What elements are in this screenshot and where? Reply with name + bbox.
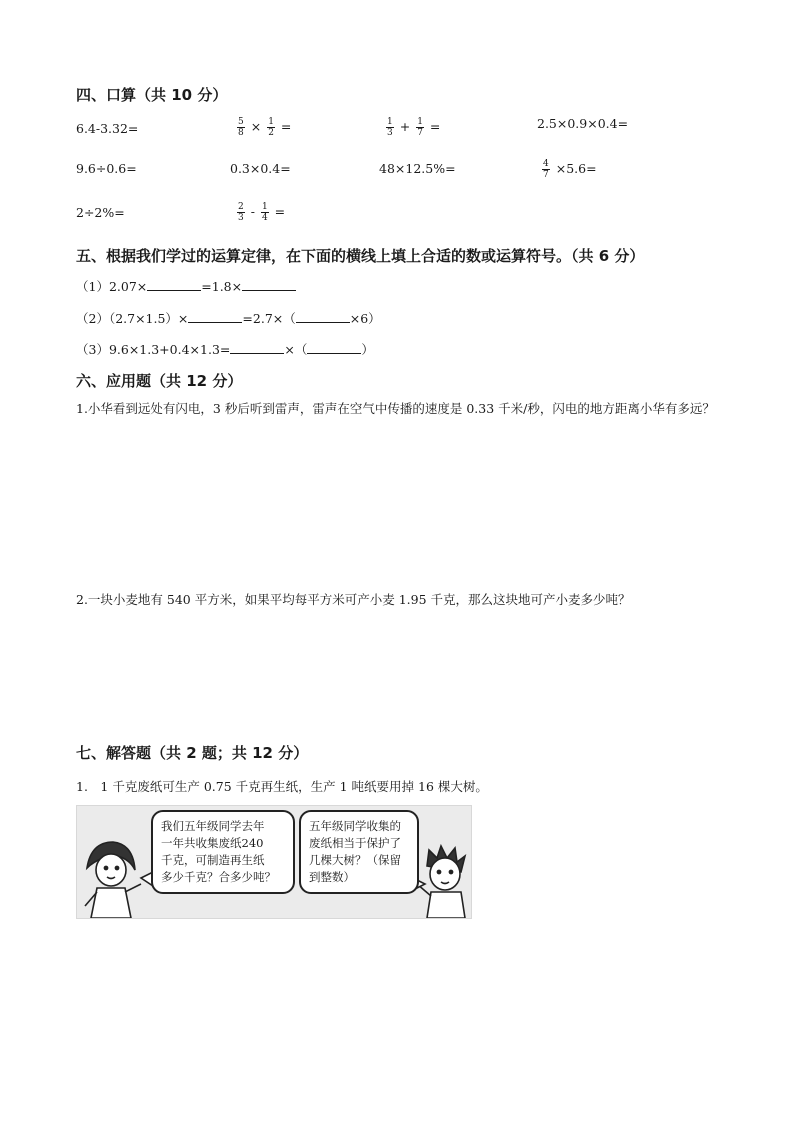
comic-illustration [76,805,472,919]
calc-item-2: $\frac{5}{8}$ × $\frac{1}{2}$ = [238,117,292,138]
calc-item-5: 9.6÷0.6= [76,161,137,176]
answer-blank[interactable] [188,310,242,323]
calc-item-8: $\frac{4}{7}$ ×5.6= [543,159,597,180]
answer-blank[interactable] [296,310,350,323]
calc-item-7: 48×12.5%= [379,161,456,176]
fill-line-1: （1）2.07× =1.8× [76,277,296,295]
calc-item-1: 6.4-3.32= [76,121,139,136]
calc-item-4: 2.5×0.9×0.4= [537,116,629,131]
fraction: $\frac{5}{8}$ [238,117,244,138]
speech-bubble-left: 我们五年级同学去年 一年共收集废纸240 千克，可制造再生纸 多少千克？合多少吨？ [151,810,295,894]
answer-blank[interactable] [242,278,296,291]
fraction: $\frac{4}{7}$ [543,159,549,180]
answer-blank[interactable] [307,341,361,354]
fraction: $\frac{2}{3}$ [238,202,244,223]
speech-bubble-right: 五年级同学收集的 废纸相当于保护了 几棵大树？（保留 到整数） [299,810,419,894]
calc-item-3: $\frac{1}{3}$ + $\frac{1}{7}$ = [387,117,441,138]
fraction: $\frac{1}{4}$ [261,202,268,223]
fraction: $\frac{1}{3}$ [387,117,393,138]
fraction: $\frac{1}{7}$ [417,117,423,138]
girl-figure [85,842,141,918]
section-7-heading: 七、解答题（共 2 题；共 12 分） [76,744,309,762]
answer-blank[interactable] [230,341,284,354]
section-4-heading: 四、口算（共 10 分） [76,86,228,104]
calc-item-9: 2÷2%= [76,205,125,220]
question-7-1: 1. 1 千克废纸可生产 0.75 千克再生纸，生产 1 吨纸要用掉 16 棵大树。 [76,779,488,794]
boy-figure [417,846,465,918]
fill-line-3: （3）9.6×1.3+0.4×1.3= ×（ ） [76,342,374,357]
fill-line-2: （2）（2.7×1.5）× =2.7×（ ×6） [76,311,381,326]
question-6-2: 2.一块小麦地有 540 平方米，如果平均每平方米可产小麦 1.95 千克，那么这块地可产小麦多少吨？ [76,592,631,607]
calc-item-6: 0.3×0.4= [230,161,291,176]
calc-item-10: $\frac{2}{3}$ - $\frac{1}{4}$ = [238,202,286,223]
question-6-1: 1.小华看到远处有闪电，3 秒后听到雷声，雷声在空气中传播的速度是 0.33 千米/秒，闪电的地方距离小华有多远？ [76,401,715,416]
section-5-heading: 五、根据我们学过的运算定律，在下面的横线上填上合适的数或运算符号。（共 6 分） [76,247,645,265]
section-6-heading: 六、应用题（共 12 分） [76,372,243,390]
fraction: $\frac{1}{2}$ [268,117,274,138]
answer-blank[interactable] [147,278,201,291]
